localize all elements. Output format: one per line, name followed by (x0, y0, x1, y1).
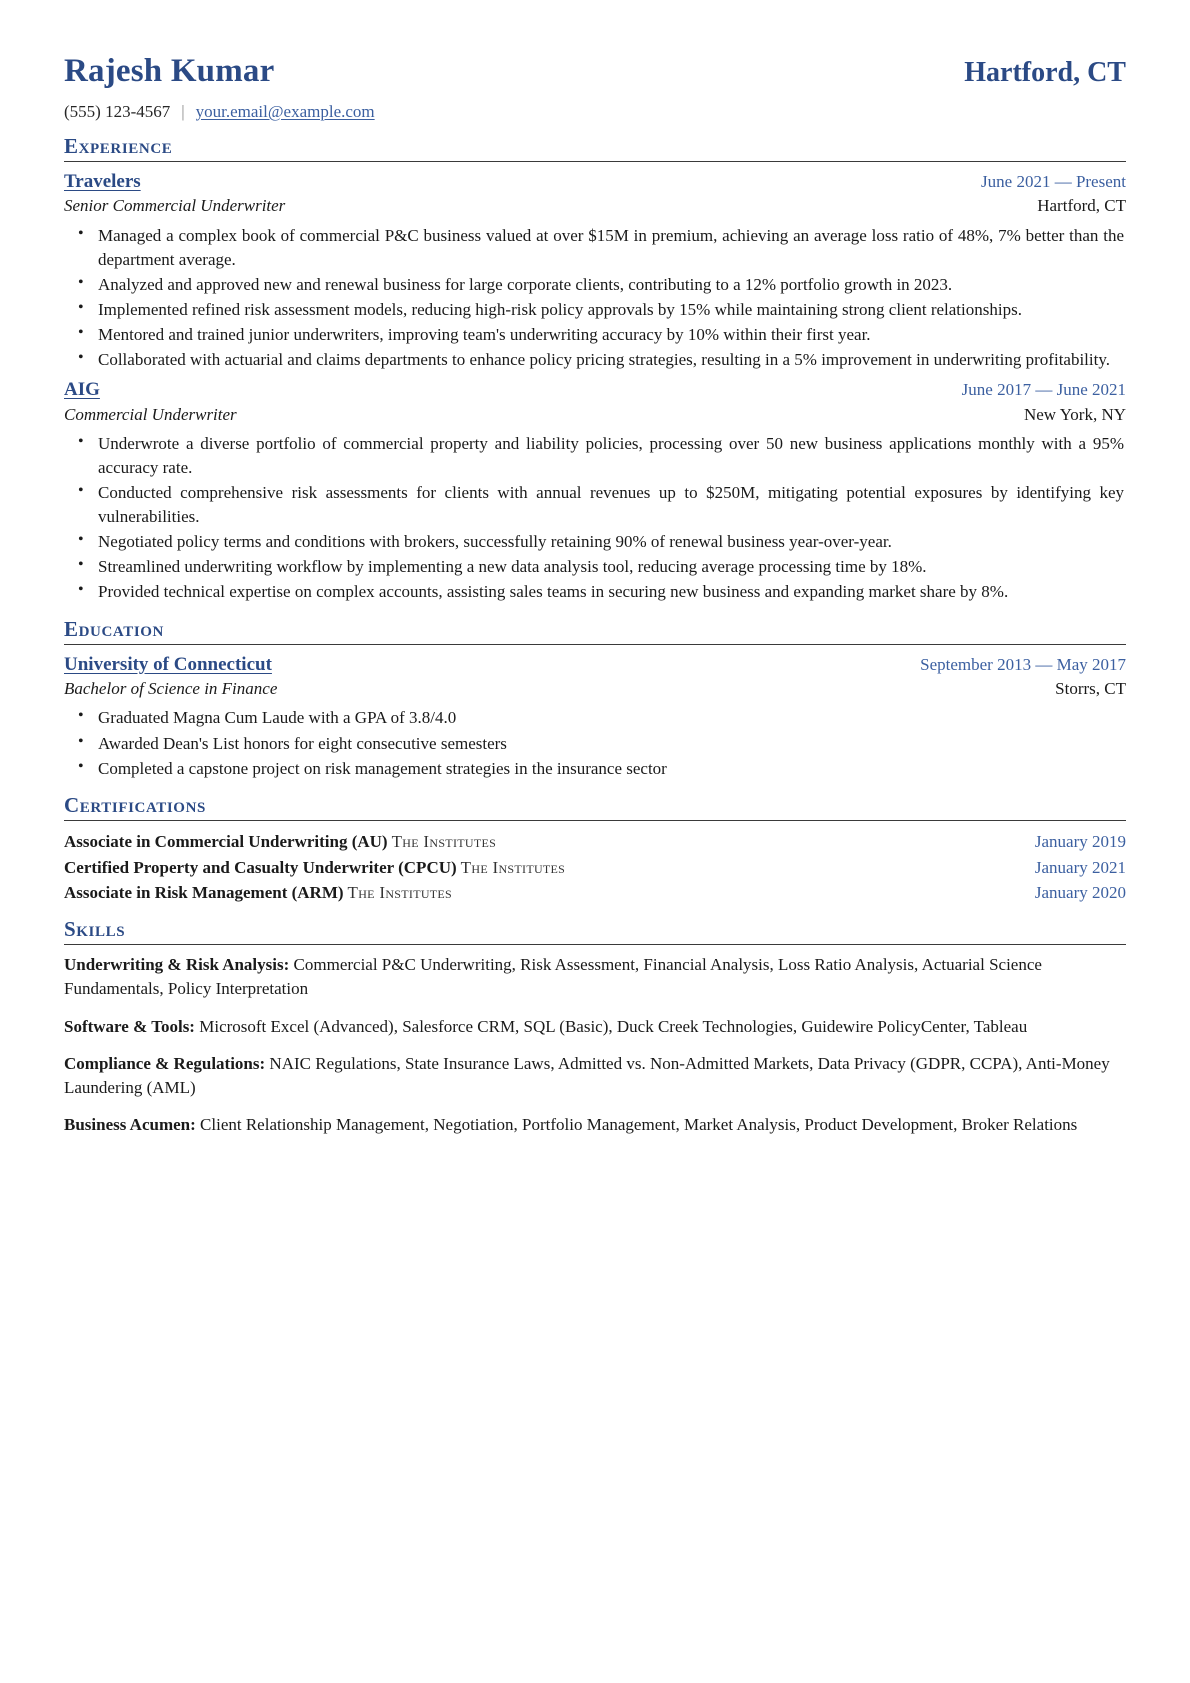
certification-date: January 2021 (1034, 857, 1126, 877)
email-link[interactable]: your.email@example.com (195, 101, 375, 121)
section-certifications (64, 794, 1126, 905)
section-skills (64, 918, 1126, 1137)
entry-subheader-row (64, 678, 1126, 700)
resume-entry (64, 378, 1126, 604)
certification-name: Certified Property and Casualty Underwriter (CPCU) (64, 857, 457, 877)
entry-date-range: June 2017 — June 2021 (961, 380, 1126, 400)
skill-items: NAIC Regulations, State Insurance Laws, Admitted vs. Non-Admitted Markets, Data Privacy (GDPR, CCPA), Anti-Money Laundering (AML) (64, 1053, 1110, 1097)
skill-row (64, 1113, 1126, 1137)
skill-category-label: Underwriting & Risk Analysis: (64, 955, 290, 975)
section-education (64, 618, 1126, 781)
entry-bullet-list (64, 706, 1126, 780)
resume-entry (64, 170, 1126, 372)
candidate-name: Rajesh Kumar (64, 53, 275, 89)
entry-role-title: Commercial Underwriter (64, 404, 237, 424)
certification-entries (64, 829, 1126, 904)
entry-role-title: Bachelor of Science in Finance (64, 679, 278, 699)
skill-items: Microsoft Excel (Advanced), Salesforce CRM, SQL (Basic), Duck Creek Technologies, Guidewire PolicyCenter, Tableau (199, 1016, 1028, 1036)
entry-subheader-row (64, 404, 1126, 426)
bullet-item: • Implemented refined risk assessment models, reducing high-risk policy approvals by 15% while maintaining strong client relationships. (98, 298, 1126, 322)
section-experience (64, 135, 1126, 605)
section-title-experience: Experience (64, 133, 173, 158)
section-title-certifications: Certifications (64, 792, 206, 817)
bullet-item: • Mentored and trained junior underwriters, improving team's underwriting accuracy by 10% within their first year. (98, 323, 1126, 347)
skill-row (64, 1052, 1126, 1100)
contact-line (64, 102, 1126, 122)
entry-location: Hartford, CT (1037, 196, 1126, 216)
section-divider (64, 644, 1126, 645)
certification-row (64, 880, 1126, 905)
education-entries (64, 653, 1126, 781)
entry-organization[interactable]: University of Connecticut (64, 654, 272, 676)
entry-location: Storrs, CT (1055, 679, 1126, 699)
section-title-education: Education (64, 616, 164, 641)
entry-header-row (64, 378, 1126, 402)
skill-entries (64, 953, 1126, 1137)
section-divider (64, 820, 1126, 821)
bullet-item: • Conducted comprehensive risk assessments for clients with annual revenues up to $250M, mitigating potential exposures by identifying key vulnerabilities. (98, 481, 1126, 529)
entry-organization[interactable]: AIG (64, 379, 100, 401)
bullet-item: • Collaborated with actuarial and claims departments to enhance policy pricing strategies, resulting in a 5% improvement in underwriting profitability. (98, 348, 1126, 372)
entry-header-row (64, 170, 1126, 194)
entry-header-row (64, 653, 1126, 677)
bullet-item: • Provided technical expertise on complex accounts, assisting sales teams in securing new business and expanding market share by 8%. (98, 580, 1126, 604)
entry-role-title: Senior Commercial Underwriter (64, 196, 286, 216)
entry-bullet-list (64, 432, 1126, 605)
bullet-item: • Streamlined underwriting workflow by implementing a new data analysis tool, reducing average processing time by 18%. (98, 555, 1126, 579)
entry-location: New York, NY (1023, 404, 1126, 424)
bullet-item: • Awarded Dean's List honors for eight consecutive semesters (98, 732, 1126, 756)
resume-header (64, 52, 1126, 92)
section-divider (64, 161, 1126, 162)
certification-issuer: The Institutes (391, 832, 497, 852)
certification-name: Associate in Risk Management (ARM) (64, 882, 344, 902)
entry-date-range: September 2013 — May 2017 (920, 655, 1126, 675)
candidate-location: Hartford, CT (964, 57, 1126, 88)
skill-category-label: Business Acumen: (64, 1114, 196, 1134)
skill-row (64, 1015, 1126, 1039)
section-divider (64, 944, 1126, 945)
bullet-item: • Analyzed and approved new and renewal business for large corporate clients, contributing to a 12% portfolio growth in 2023. (98, 273, 1126, 297)
entry-bullet-list (64, 224, 1126, 373)
certification-left (64, 855, 565, 880)
contact-separator: | (181, 101, 185, 121)
bullet-item: • Managed a complex book of commercial P&C business valued at over $15M in premium, achieving an average loss ratio of 48%, 7% better than the department average. (98, 224, 1126, 272)
skill-items: Client Relationship Management, Negotiation, Portfolio Management, Market Analysis, Product Development, Broker Relations (200, 1114, 1078, 1134)
section-title-skills: Skills (64, 916, 126, 941)
bullet-item: • Graduated Magna Cum Laude with a GPA of 3.8/4.0 (98, 706, 1126, 730)
certification-issuer: The Institutes (347, 882, 453, 902)
certification-row (64, 829, 1126, 854)
certification-date: January 2020 (1034, 882, 1126, 902)
resume-entry (64, 653, 1126, 781)
entry-organization[interactable]: Travelers (64, 171, 141, 193)
entry-subheader-row (64, 195, 1126, 217)
bullet-item: • Negotiated policy terms and conditions with brokers, successfully retaining 90% of renewal business year-over-year. (98, 530, 1126, 554)
entry-date-range: June 2021 — Present (981, 172, 1126, 192)
certification-name: Associate in Commercial Underwriting (AU) (64, 832, 388, 852)
certification-row (64, 855, 1126, 880)
skill-category-label: Compliance & Regulations: (64, 1053, 266, 1073)
skill-row (64, 953, 1126, 1001)
certification-left (64, 829, 496, 854)
certification-date: January 2019 (1034, 832, 1126, 852)
bullet-item: • Underwrote a diverse portfolio of commercial property and liability policies, processing over 50 new business applications monthly with a 95% accuracy rate. (98, 432, 1126, 480)
certification-left (64, 880, 452, 905)
skill-category-label: Software & Tools: (64, 1016, 195, 1036)
skill-items: Commercial P&C Underwriting, Risk Assessment, Financial Analysis, Loss Ratio Analysis, Actuarial Science Fundamentals, Policy Interpretation (64, 955, 1042, 999)
experience-entries (64, 170, 1126, 604)
bullet-item: • Completed a capstone project on risk management strategies in the insurance sector (98, 757, 1126, 781)
certification-issuer: The Institutes (460, 857, 566, 877)
phone-text: (555) 123-4567 (64, 101, 171, 121)
